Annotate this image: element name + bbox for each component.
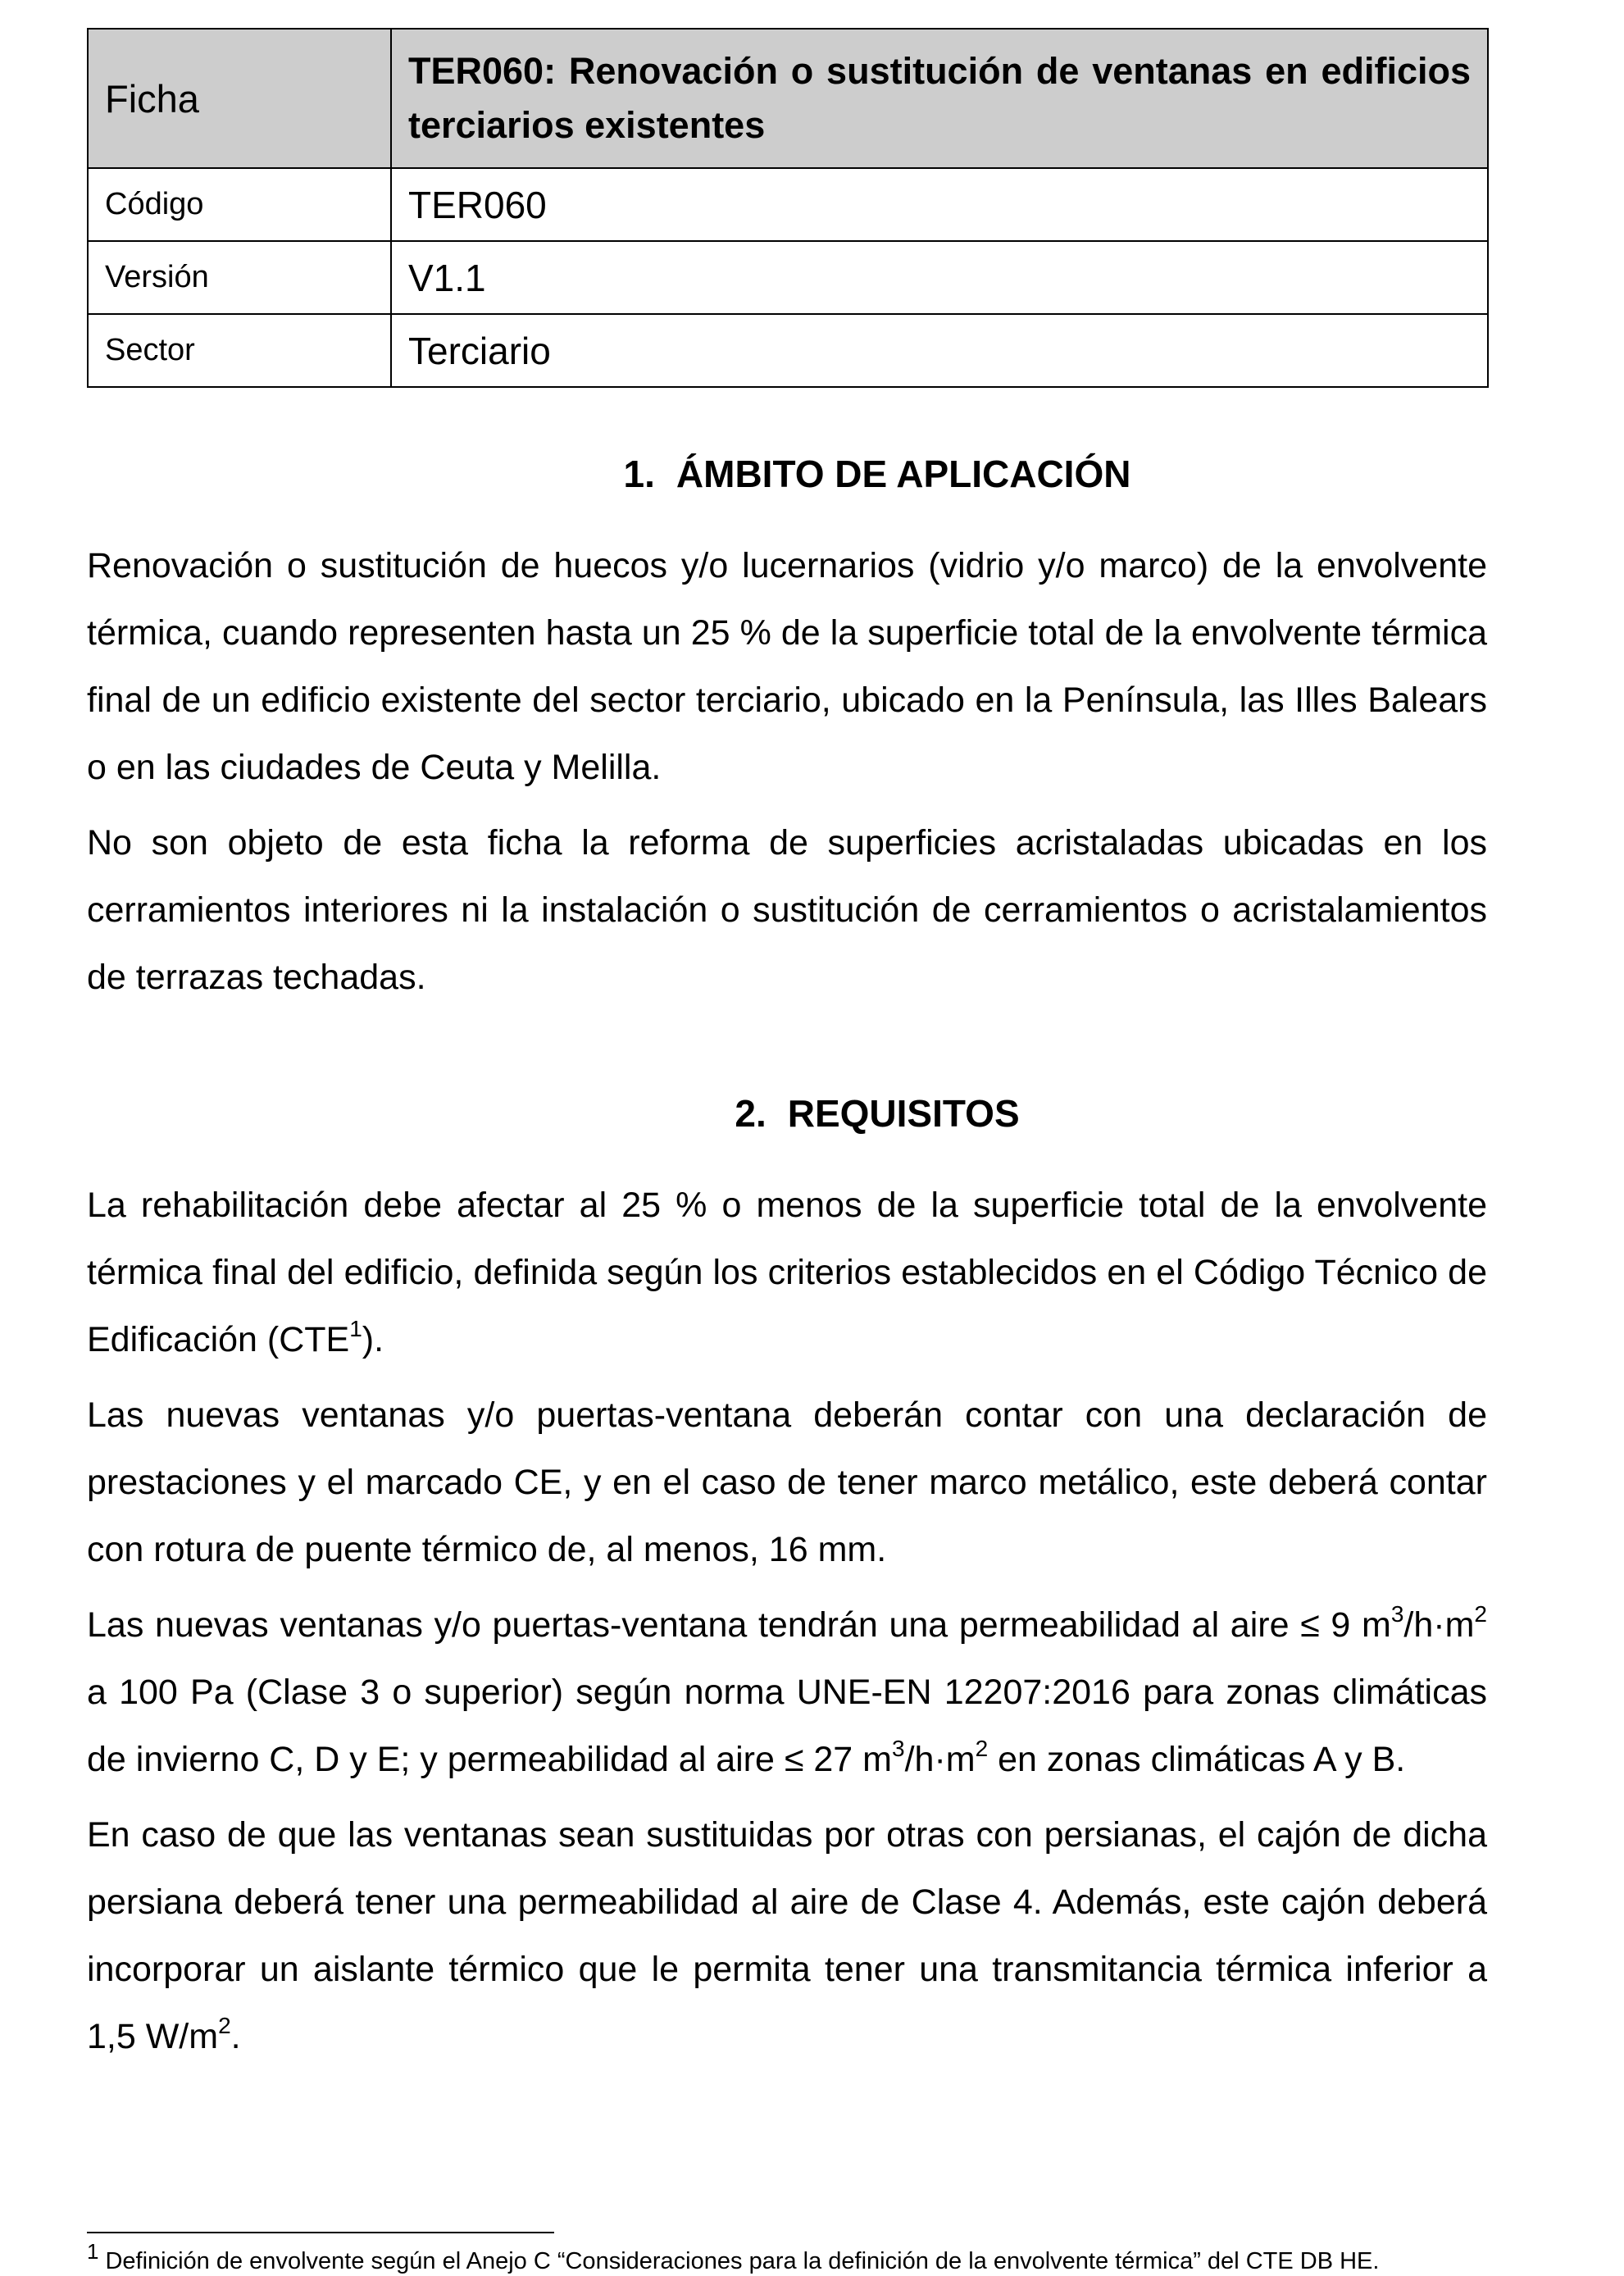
- section-2-paragraph-2: Las nuevas ventanas y/o puertas-ventana deberán contar con una declaración de prestaciones y el marcado CE, y en el caso de tener marco metálico, este deberá contar con rotura de puente térmico de, al menos, 16 mm.: [87, 1395, 1487, 1569]
- row-value-version: V1.1: [391, 241, 1488, 314]
- section-1-heading: [87, 452, 1487, 496]
- ficha-table: [87, 28, 1489, 388]
- footnote: [87, 2239, 1487, 2276]
- table-row: [88, 168, 1488, 241]
- footnote-marker: 1: [87, 2239, 99, 2264]
- footnote-text: Definición de envolvente según el Anejo C “Consideraciones para la definición de la envolvente térmica” del CTE DB HE.: [105, 2248, 1380, 2274]
- section-2-title: REQUISITOS: [787, 1092, 1020, 1135]
- section-1-paragraph-1: Renovación o sustitución de huecos y/o lucernarios (vidrio y/o marco) de la envolvente térmica, cuando representen hasta un 25 % de la superficie total de la envolvente térmica final de un edificio existente del sector terciario, ubicado en la Península, las Illes Balears o en las ciudades de Ceuta y Melilla.: [87, 546, 1487, 787]
- section-2-paragraph-1: [87, 1172, 1487, 1373]
- row-label-codigo: Código: [88, 168, 391, 241]
- p3-text-b: /h·m: [1403, 1605, 1475, 1645]
- superscript: 2: [1474, 1601, 1487, 1627]
- row-value-sector: Terciario: [391, 314, 1488, 387]
- ficha-title: TER060: Renovación o sustitución de ventanas en edificios terciarios existentes: [391, 29, 1488, 168]
- footnote-reference[interactable]: 1: [349, 1316, 362, 1341]
- section-1-number: 1.: [623, 453, 655, 495]
- p1-text-end: ).: [362, 1320, 384, 1359]
- section-1-title: ÁMBITO DE APLICACIÓN: [676, 453, 1131, 495]
- p1-text: La rehabilitación debe afectar al 25 % o menos de la superficie total de la envolvente térmica final del edificio, definida según los criterios establecidos en el Código Técnico de Edificación (CTE: [87, 1186, 1487, 1359]
- section-2-body: [87, 1172, 1487, 2070]
- row-label-sector: Sector: [88, 314, 391, 387]
- p4-text-a: En caso de que las ventanas sean sustituidas por otras con persianas, el cajón de dicha persiana deberá tener una permeabilidad al aire de Clase 4. Además, este cajón deberá incorporar un aislante térmico que le permita tener una transmitancia térmica inferior a 1,5 W/m: [87, 1815, 1487, 2056]
- document-page: [87, 28, 1487, 2070]
- table-row: [88, 241, 1488, 314]
- p3-text-a: Las nuevas ventanas y/o puertas-ventana tendrán una permeabilidad al aire ≤ 9 m: [87, 1605, 1391, 1645]
- table-row: [88, 314, 1488, 387]
- section-2-paragraph-3: [87, 1591, 1487, 1793]
- superscript: 2: [975, 1736, 989, 1761]
- superscript: 3: [1390, 1601, 1404, 1627]
- section-1-body: [87, 532, 1487, 1011]
- section-2-heading: [87, 1091, 1487, 1136]
- p3-text-c: a 100 Pa (Clase 3 o superior) según norma UNE-EN 12207:2016 para zonas climáticas de invierno C, D y E; y permeabilidad al aire ≤ 27 m: [87, 1673, 1487, 1779]
- footnote-divider: [87, 2232, 554, 2233]
- ficha-header-label: Ficha: [88, 29, 391, 168]
- superscript: 3: [892, 1736, 905, 1761]
- section-1-paragraph-2: No son objeto de esta ficha la reforma de superficies acristaladas ubicadas en los cerramientos interiores ni la instalación o sustitución de cerramientos o acristalamientos de terrazas techadas.: [87, 823, 1487, 997]
- ficha-header-row: [88, 29, 1488, 168]
- row-value-codigo: TER060: [391, 168, 1488, 241]
- row-label-version: Versión: [88, 241, 391, 314]
- section-2-paragraph-4: [87, 1801, 1487, 2070]
- p4-text-b: .: [230, 2017, 241, 2056]
- section-2-number: 2.: [735, 1092, 767, 1135]
- p3-text-e: en zonas climáticas A y B.: [988, 1740, 1406, 1779]
- p3-text-d: /h·m: [904, 1740, 976, 1779]
- superscript: 2: [218, 2013, 231, 2038]
